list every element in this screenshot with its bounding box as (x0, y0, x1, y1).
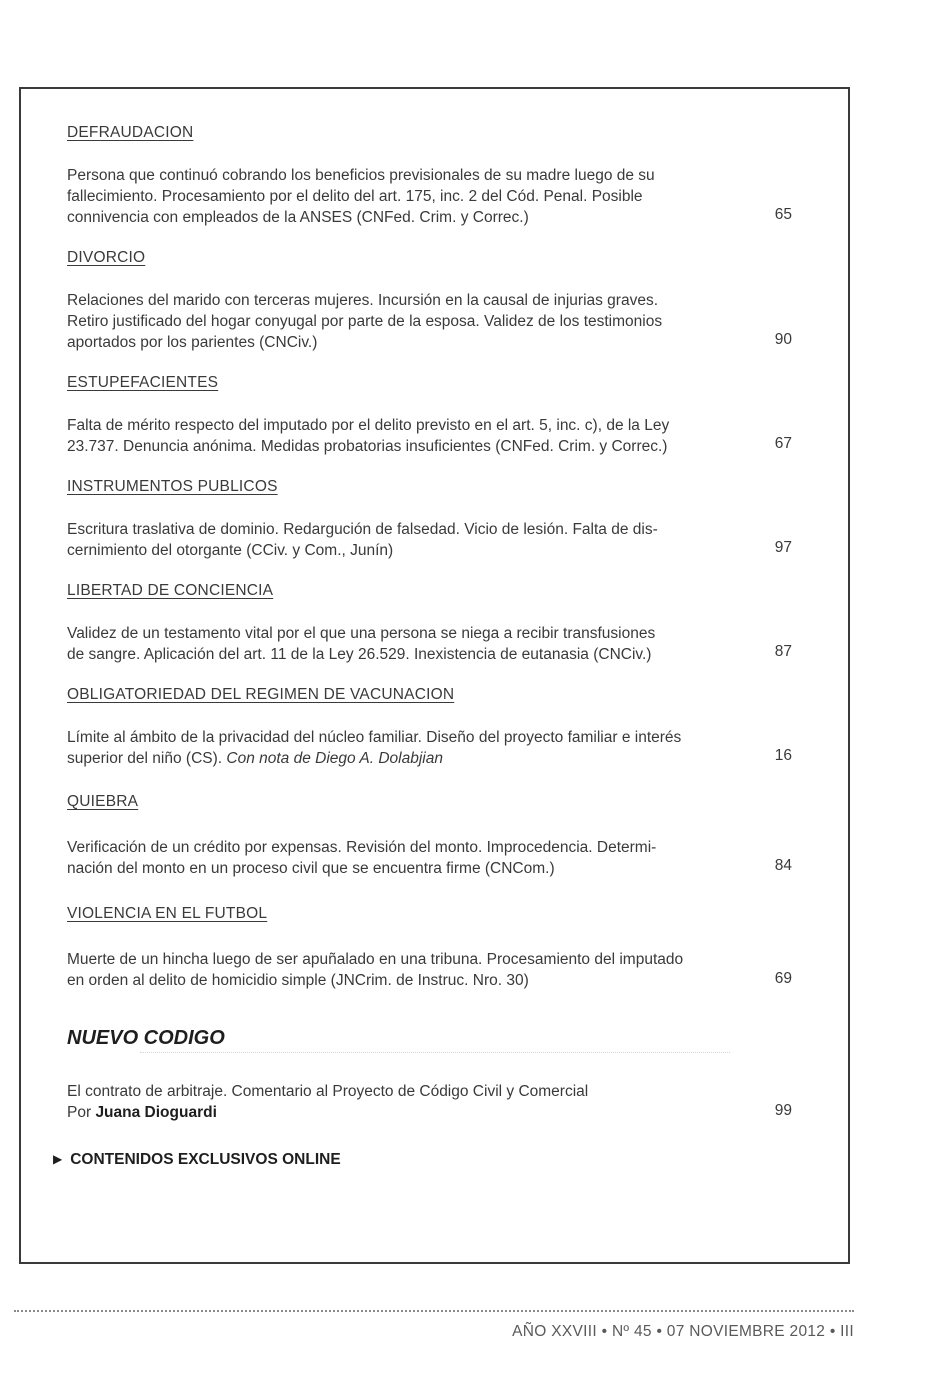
desc-line: El contrato de arbitraje. Comentario al Proyecto de Código Civil y Comercial (67, 1083, 589, 1100)
entry-description (67, 949, 735, 991)
desc-line: cernimiento del otorgante (CCiv. y Com., Junín) (67, 542, 394, 559)
entry-heading: OBLIGATORIEDAD DEL REGIMEN DE VACUNACION (67, 686, 455, 703)
entry-heading: DEFRAUDACION (67, 124, 194, 141)
desc-line: connivencia con empleados de la ANSES (CNFed. Crim. y Correc.) (67, 209, 529, 226)
page-number: 69 (774, 970, 792, 987)
desc-line: fallecimiento. Procesamiento por el delito del art. 175, inc. 2 del Cód. Penal. Posible (67, 188, 643, 205)
desc-line (67, 748, 735, 769)
entry-heading: QUIEBRA (67, 793, 139, 810)
page-footer: AÑO XXVIII • Nº 45 • 07 NOVIEMBRE 2012 • III (512, 1323, 854, 1340)
desc-line: Límite al ámbito de la privacidad del núcleo familiar. Diseño del proyecto familiar e interés (67, 729, 682, 746)
entry-heading: LIBERTAD DE CONCIENCIA (67, 582, 274, 599)
entry-description (67, 290, 735, 353)
entry-description (67, 165, 735, 228)
entry-description (67, 519, 735, 561)
entry-heading: ESTUPEFACIENTES (67, 374, 219, 391)
entry-description (67, 727, 735, 769)
author-line (67, 1102, 735, 1123)
entry-heading: VIOLENCIA EN EL FUTBOL (67, 905, 268, 922)
divider (140, 1052, 730, 1053)
author-name: Juana Dioguardi (95, 1104, 217, 1121)
page-number: 67 (774, 435, 792, 452)
desc-line: nación del monto en un proceso civil que se encuentra firme (CNCom.) (67, 860, 555, 877)
page-number: 90 (774, 331, 792, 348)
desc-line: Muerte de un hincha luego de ser apuñalado en una tribuna. Procesamiento del imputado (67, 951, 684, 968)
desc-line: Verificación de un crédito por expensas. Revisión del monto. Improcedencia. Determi- (67, 839, 657, 856)
entry-heading: DIVORCIO (67, 249, 146, 266)
page-number: 97 (774, 539, 792, 556)
desc-line: Persona que continuó cobrando los beneficios previsionales de su madre luego de su (67, 167, 655, 184)
author-note: Con nota de Diego A. Dolabjian (226, 750, 443, 767)
desc-line: 23.737. Denuncia anónima. Medidas probatorias insuficientes (CNFed. Crim. y Correc.) (67, 438, 668, 455)
online-content-link[interactable] (53, 1151, 341, 1169)
desc-line-text: superior del niño (CS). (67, 750, 227, 767)
desc-line: aportados por los parientes (CNCiv.) (67, 334, 318, 351)
desc-line: Falta de mérito respecto del imputado por el delito previsto en el art. 5, inc. c), de la Ley (67, 417, 670, 434)
desc-line: Validez de un testamento vital por el que una persona se niega a recibir transfusiones (67, 625, 656, 642)
entry-description (67, 415, 735, 457)
by-label: Por (67, 1104, 96, 1121)
entry-description (67, 837, 735, 879)
desc-line: Escritura traslativa de dominio. Redargución de falsedad. Vicio de lesión. Falta de dis- (67, 521, 658, 538)
footer-divider (14, 1310, 854, 1312)
page-number: 87 (774, 643, 792, 660)
desc-line: Relaciones del marido con terceras mujeres. Incursión en la causal de injurias graves. (67, 292, 659, 309)
desc-line: Retiro justificado del hogar conyugal por parte de la esposa. Validez de los testimonios (67, 313, 663, 330)
section-title: NUEVO CODIGO (67, 1027, 225, 1049)
triangle-right-icon: ▶ (53, 1152, 63, 1166)
page-number: 65 (774, 206, 792, 223)
desc-line: en orden al delito de homicidio simple (JNCrim. de Instruc. Nro. 30) (67, 972, 529, 989)
desc-line: de sangre. Aplicación del art. 11 de la Ley 26.529. Inexistencia de eutanasia (CNCiv.) (67, 646, 652, 663)
page-number: 16 (774, 747, 792, 764)
online-label: CONTENIDOS EXCLUSIVOS ONLINE (70, 1151, 341, 1168)
entry-description (67, 1081, 735, 1123)
page-number: 84 (774, 857, 792, 874)
page-number: 99 (774, 1102, 792, 1119)
entry-description (67, 623, 735, 665)
entry-heading: INSTRUMENTOS PUBLICOS (67, 478, 278, 495)
